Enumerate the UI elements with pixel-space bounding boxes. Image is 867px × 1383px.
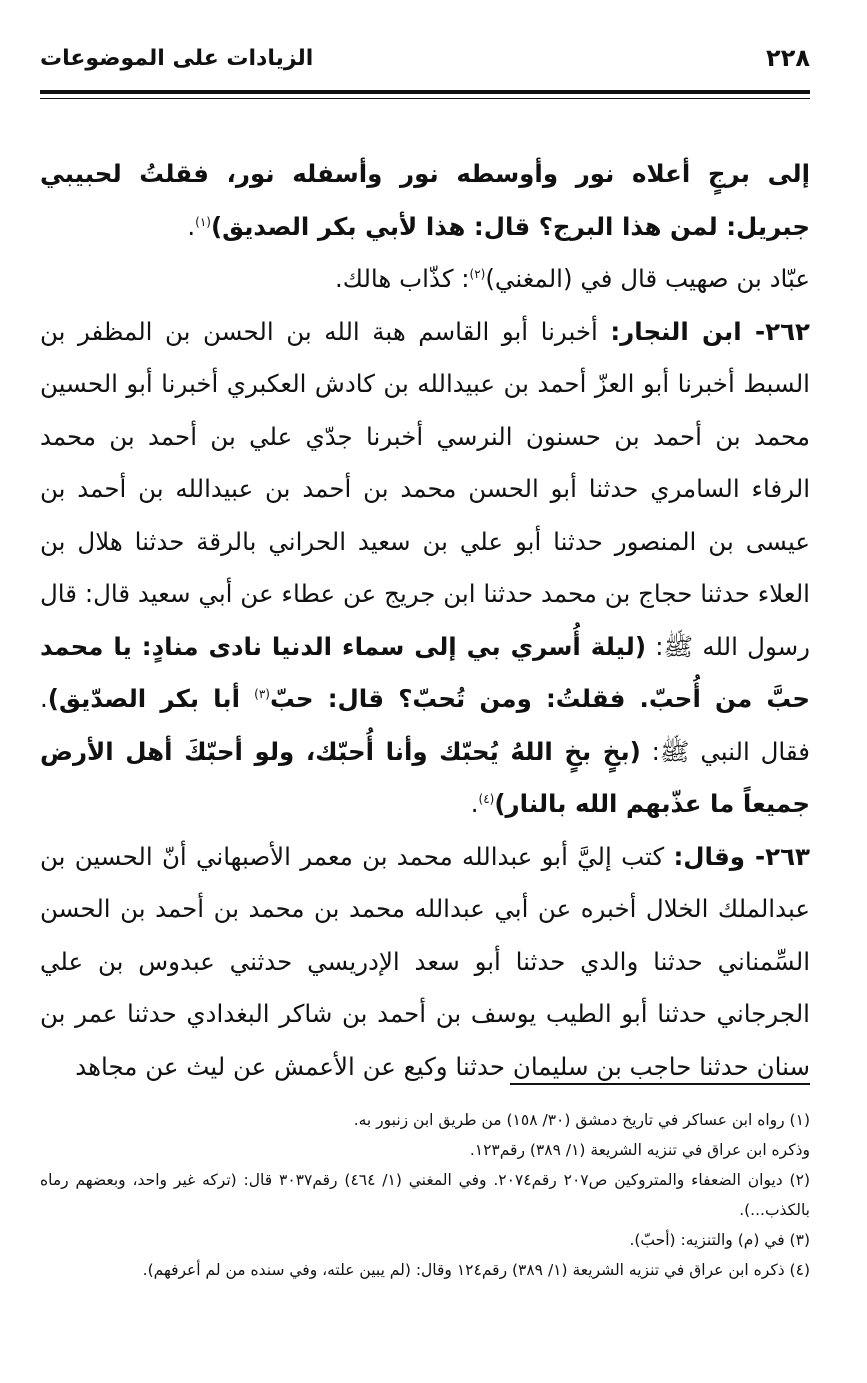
footnote-4: (٤) ذكره ابن عراق في تنزيه الشريعة (١/ ٣٨٩) رقم١٢٤ وقال: (لم يبين علته، وفي سنده من لم أعرفهم). <box>142 1261 810 1279</box>
page-header <box>40 40 810 88</box>
hadith-text: (بخٍ بخٍ اللهُ يُحبّك وأنا أُحبّك، ولو أحبّكَ أهل الأرض جميعاً ما عذّبهم الله بالنار) <box>40 736 810 818</box>
footnote-ref: (٤) <box>478 791 495 806</box>
running-title: الزيادات على الموضوعات <box>40 46 314 71</box>
footnote-1: (١) رواه ابن عساكر في تاريخ دمشق (٣٠/ ١٥٨) من طريق ابن زنبور به. <box>353 1111 810 1129</box>
paragraph-262 <box>40 306 810 831</box>
footnotes <box>40 1105 810 1285</box>
hadith-text: إلى برجٍ أعلاه نور وأوسطه نور وأسفله نور، فقلتُ لحبيبي جبريل: لمن هذا البرج؟ قال: هذا لأبي بكر الصديق) <box>40 159 810 241</box>
footnote-separator <box>510 1083 810 1085</box>
footnote-ref: (٣) <box>254 686 270 701</box>
page-number: ٢٢٨ <box>766 44 810 72</box>
footnote-ref: (١) <box>195 214 211 229</box>
hadith-text: أبا بكر الصدّيق) <box>47 684 255 713</box>
header-rule-thick <box>40 90 810 94</box>
narration-text: . فقال النبي ﷺ: <box>40 684 810 766</box>
paragraph-narrator-note <box>40 253 810 306</box>
header-rule-thin <box>40 98 810 99</box>
paragraph-continuation <box>40 148 810 253</box>
isnad-text: أخبرنا أبو القاسم هبة الله بن الحسن بن المظفر بن السبط أخبرنا أبو العزّ أحمد بن عبيدالله بن كادش العكبري أخبرنا أبو الحسين محمد بن أحمد بن حسنون النرسي أخبرنا جدّي علي بن أحمد بن محمد الرفاء السامري حدثنا أبو الحسن محمد بن أحمد بن عبيدالله بن أحمد بن عيسى بن المنصور حدثنا أبو علي بن سعيد الحراني بالرقة حدثنا هلال بن العلاء حدثنا حجاج بن محمد حدثنا ابن جريج عن عطاء عن أبي سعيد قال: قال رسول الله ﷺ: <box>40 316 810 661</box>
footnote-3: (٣) في (م) والتنزيه: (أحبّ). <box>629 1231 810 1249</box>
entry-number-262: ٢٦٢- ابن النجار: <box>610 316 810 346</box>
punctuation: . <box>470 789 479 818</box>
punctuation: . <box>187 211 196 241</box>
isnad-text: كتب إليَّ أبو عبدالله محمد بن معمر الأصبهاني أنّ الحسين بن عبدالملك الخلال أخبره عن أبي عبدالله محمد بن محمد بن أحمد بن الحسن السِّمناني حدثنا والدي حدثنا أبو سعد الإدريسي حدثني عبدوس بن علي الجرجاني حدثنا أبو الطيب يوسف بن أحمد بن شاكر البغدادي حدثنا عمر بن سنان حدثنا حاجب بن سليمان حدثنا وكيع عن الأعمش عن ليث عن مجاهد <box>40 841 810 1081</box>
hadith-text: (ليلة أُسري بي إلى سماء الدنيا نادى منادٍ: يا محمد حبَّ من أُحبّ. فقلتُ: ومن تُحبّ؟ قال: حبّ <box>40 631 810 713</box>
paragraph-263 <box>40 831 810 1094</box>
main-text <box>40 148 810 1093</box>
entry-number-263: ٢٦٣- وقال: <box>673 841 810 871</box>
book-page <box>40 40 810 1360</box>
footnote-ref: (٢) <box>469 266 486 281</box>
narrator-verdict: : كذّاب هالك. <box>335 264 470 293</box>
narrator-note: عبّاد بن صهيب قال في (المغني) <box>485 264 810 293</box>
footnote-1-continuation: وذكره ابن عراق في تنزيه الشريعة (١/ ٣٨٩) رقم١٢٣. <box>469 1141 810 1159</box>
footnote-2: (٢) ديوان الضعفاء والمتروكين ص٢٠٧ رقم٢٠٧٤. وفي المغني (١/ ٤٦٤) رقم٣٠٣٧ قال: (تركه غير واحد، وبعضهم رماه بالكذب...). <box>40 1171 810 1219</box>
